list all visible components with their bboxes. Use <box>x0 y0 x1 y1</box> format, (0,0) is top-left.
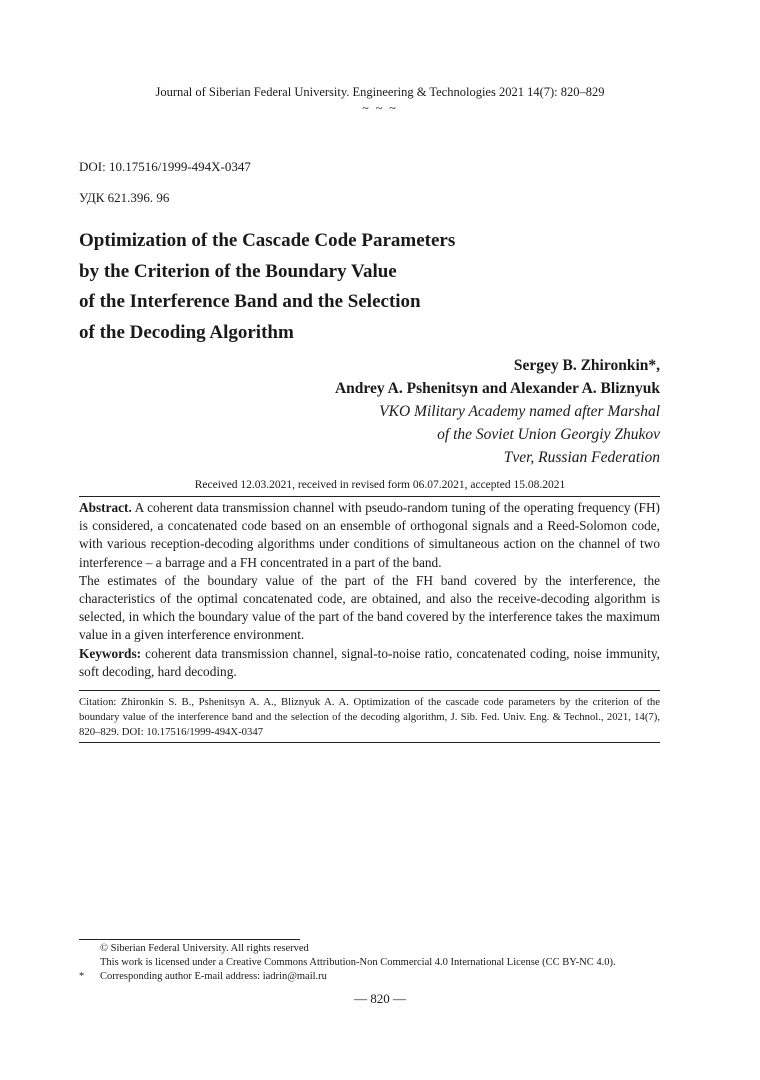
author-line-2: Andrey A. Pshenitsyn and Alexander A. Bliznyuk <box>334 380 660 397</box>
divider <box>79 742 660 743</box>
page-number: — 820 — <box>354 991 406 1006</box>
title-line: of the Interference Band and the Selection <box>79 291 421 312</box>
keywords-label: Keywords: <box>79 646 142 661</box>
header-separator: ~ ~ ~ <box>362 101 398 115</box>
abstract-label: Abstract. <box>79 500 132 515</box>
footnote-license <box>79 956 679 970</box>
footnote-text: This work is licensed under a Creative Commons Attribution-Non Commercial 4.0 International License (CC BY-NC 4.0). <box>100 957 616 968</box>
footnote-marker: * <box>79 971 85 982</box>
doi: DOI: 10.17516/1999-494X-0347 <box>79 159 251 174</box>
affiliation-line: Tver, Russian Federation <box>503 449 660 466</box>
abstract-paragraph-1: A coherent data transmission channel with pseudo-random tuning of the operating frequency (FH) is considered, a concatenated code based on an ensemble of orthogonal signals and a Reed-Solomon code, with various reception-decoding algorithms under conditions of simultaneous action on the channel of two interference – a barrage and a FH concentrated in a part of the band. <box>79 500 660 570</box>
affiliation-line: of the Soviet Union Georgiy Zhukov <box>437 426 660 443</box>
affiliation-line: VKO Military Academy named after Marshal <box>379 403 660 420</box>
author-line-1: Sergey B. Zhironkin*, <box>513 357 660 374</box>
divider <box>79 690 660 691</box>
authors-block <box>335 354 660 469</box>
paper-title <box>79 226 599 348</box>
abstract-paragraph-2: The estimates of the boundary value of the part of the FH band covered by the interference, the characteristics of the optimal concatenated code, are obtained, and also the receive-decoding algorithm is selected, in which the boundary value of the part of the band covered by the interference takes the maximum value in a given interference environment. <box>79 572 660 643</box>
citation: Citation: Zhironkin S. B., Pshenitsyn A. A., Bliznyuk A. A. Optimization of the cascade code parameters by the criterion of the boundary value of the interference band and the selection of the decoding algorithm, J. Sib. Fed. Univ. Eng. & Technol., 2021, 14(7), 820–829. DOI: 10.17516/1999-494X-0347 <box>79 696 660 739</box>
footnote-text: Corresponding author E-mail address: iadrin@mail.ru <box>100 971 327 982</box>
footnote-rule <box>79 939 300 940</box>
divider <box>79 496 660 497</box>
title-line: by the Criterion of the Boundary Value <box>79 260 397 282</box>
keywords <box>79 645 660 681</box>
received-dates: Received 12.03.2021, received in revised form 06.07.2021, accepted 15.08.2021 <box>194 479 566 491</box>
footnote-corresponding <box>79 970 679 984</box>
udk: УДК 621.396. 96 <box>79 190 170 205</box>
abstract <box>79 499 660 645</box>
footnote-copyright <box>79 942 679 956</box>
title-line: Optimization of the Cascade Code Parameters <box>79 230 456 251</box>
title-line: of the Decoding Algorithm <box>79 321 294 343</box>
footnote-text: © Siberian Federal University. All rights reserved <box>100 943 309 954</box>
journal-header: Journal of Siberian Federal University. Engineering & Technologies 2021 14(7): 820–829 <box>155 85 605 99</box>
keywords-text: coherent data transmission channel, signal-to-noise ratio, concatenated coding, noise immunity, soft decoding, hard decoding. <box>79 646 660 680</box>
